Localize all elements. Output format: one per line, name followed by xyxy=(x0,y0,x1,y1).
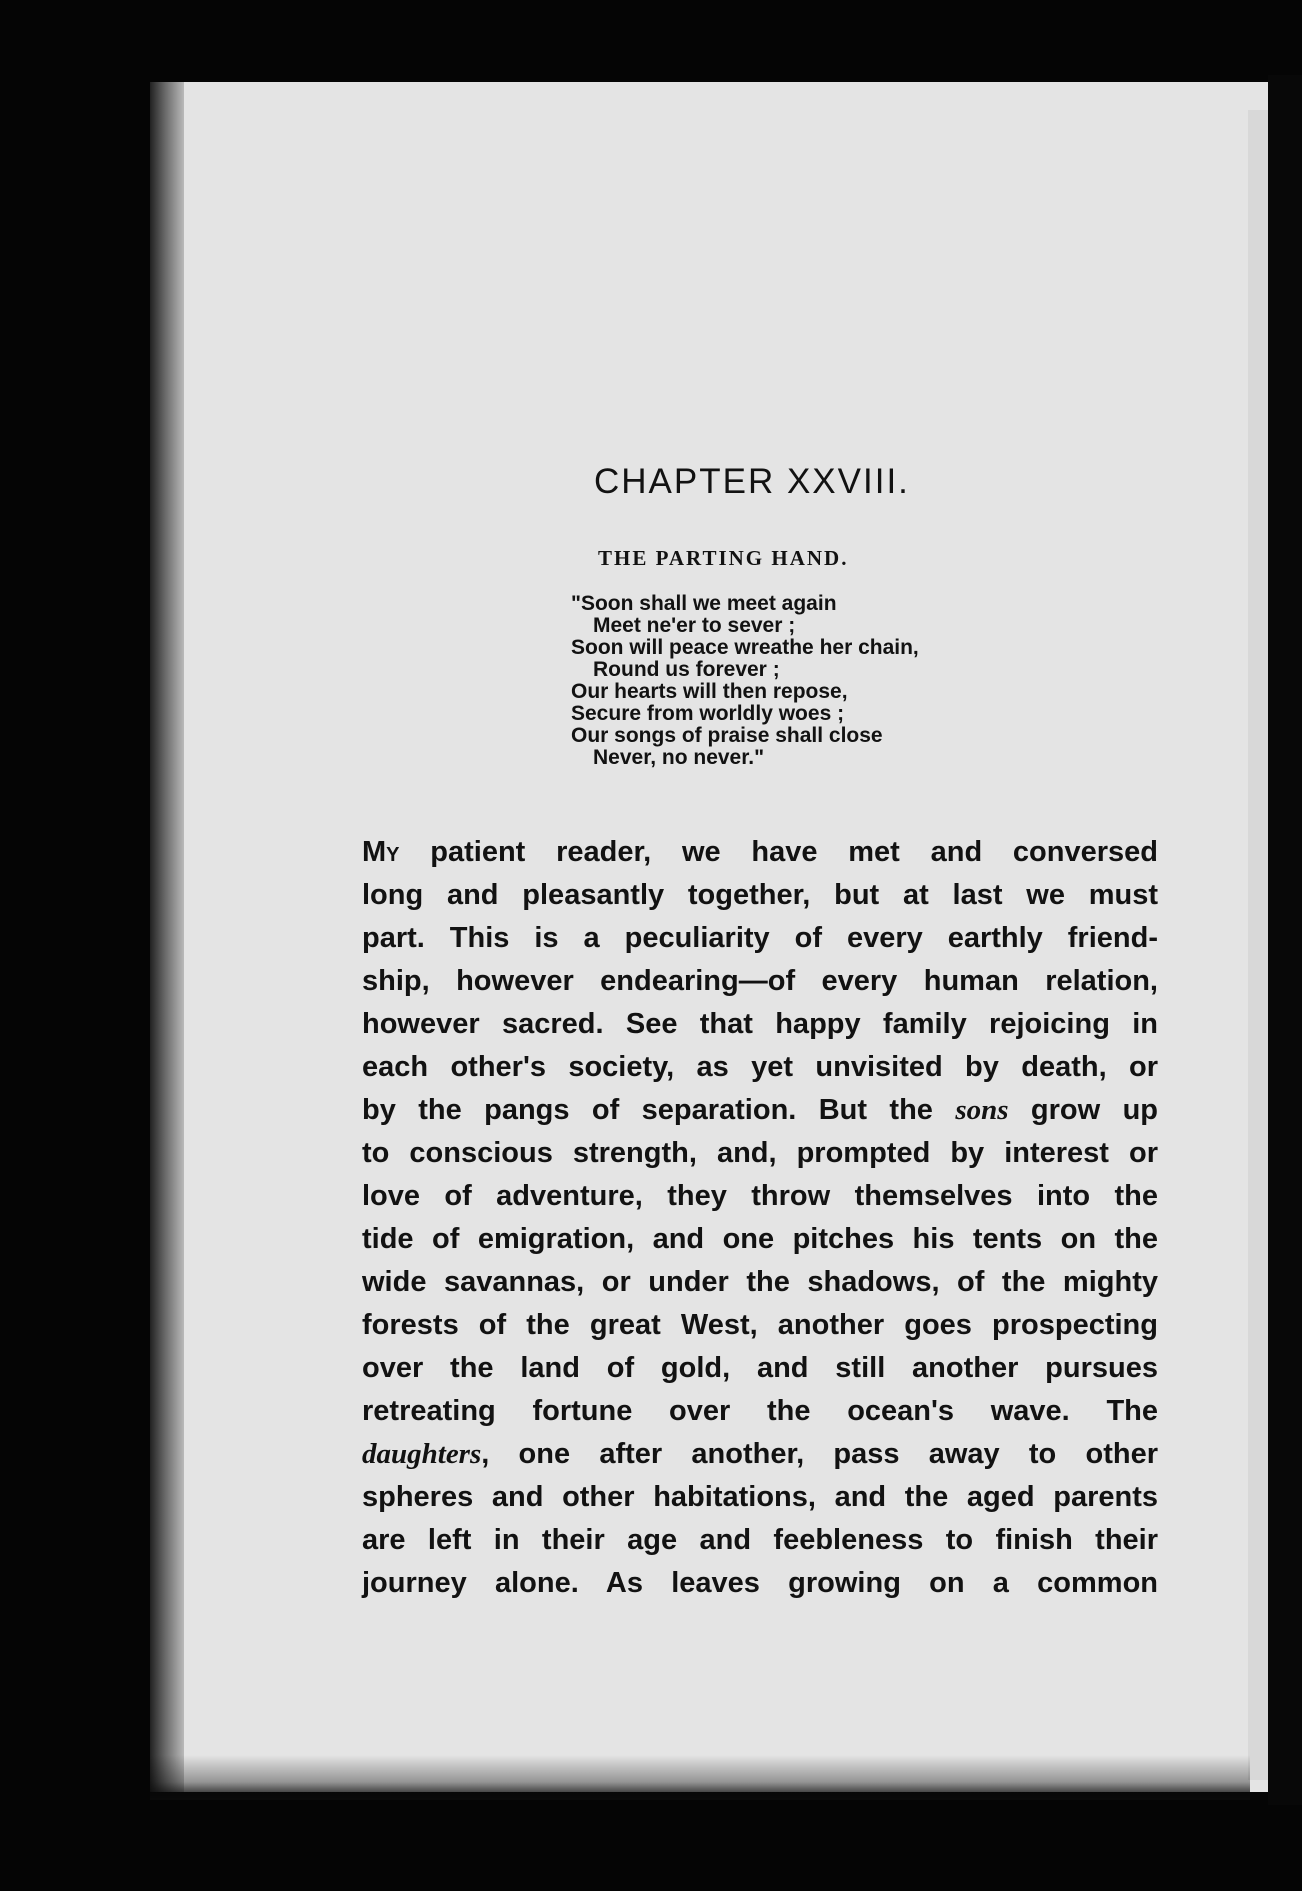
next-page-edge xyxy=(1248,110,1268,1780)
epigraph-line: Our songs of praise shall close xyxy=(571,724,883,747)
paragraph-line: part. This is a peculiarity of every earthly friend- xyxy=(362,922,1158,954)
paragraph-line: by the pangs of separation. But the sons grow up xyxy=(362,1094,1158,1126)
epigraph xyxy=(571,593,1091,769)
italic-sons: sons xyxy=(955,1094,1009,1126)
paragraph-line: over the land of gold, and still another pursues xyxy=(362,1352,1158,1384)
paragraph-line: however sacred. See that happy family rejoicing in xyxy=(362,1008,1158,1040)
paragraph-line: to conscious strength, and, prompted by interest or xyxy=(362,1137,1158,1169)
epigraph-line: Soon will peace wreathe her chain, xyxy=(571,636,919,659)
body-paragraph xyxy=(362,831,1158,1605)
page-gutter-shadow xyxy=(150,82,184,1792)
paragraph-line: journey alone. As leaves growing on a common xyxy=(362,1567,1158,1599)
paragraph-line: are left in their age and feebleness to finish their xyxy=(362,1524,1158,1556)
epigraph-line: Meet ne'er to sever ; xyxy=(593,614,796,637)
paragraph-line: wide savannas, or under the shadows, of the mighty xyxy=(362,1266,1158,1298)
epigraph-line: Secure from worldly woes ; xyxy=(571,702,845,725)
paragraph-line: each other's society, as yet unvisited by death, or xyxy=(362,1051,1158,1083)
epigraph-line: Never, no never." xyxy=(593,746,765,769)
paragraph-line: love of adventure, they throw themselves into the xyxy=(362,1180,1158,1212)
epigraph-line: Our hearts will then repose, xyxy=(571,680,848,703)
epigraph-line: "Soon shall we meet again xyxy=(571,592,837,615)
paragraph-line: ship, however endearing—of every human relation, xyxy=(362,965,1158,997)
epigraph-line: Round us forever ; xyxy=(593,658,780,681)
paragraph-line: daughters, one after another, pass away to other xyxy=(362,1438,1158,1470)
paragraph-line: spheres and other habitations, and the aged parents xyxy=(362,1481,1158,1513)
paragraph-line: forests of the great West, another goes prospecting xyxy=(362,1309,1158,1341)
page-bottom-shadow xyxy=(150,1755,1250,1800)
chapter-title: CHAPTER XXVIII. xyxy=(594,462,910,501)
italic-daughters: daughters xyxy=(362,1438,482,1470)
chapter-subtitle: THE PARTING HAND. xyxy=(598,546,849,570)
right-border xyxy=(1268,75,1302,1805)
paragraph-line: tide of emigration, and one pitches his tents on the xyxy=(362,1223,1158,1255)
paragraph-line: long and pleasantly together, but at last we must xyxy=(362,879,1158,911)
dropcap-word: My xyxy=(362,836,400,868)
paragraph-line: retreating fortune over the ocean's wave. The xyxy=(362,1395,1158,1427)
paragraph-line: My patient reader, we have met and conversed xyxy=(362,836,1158,868)
